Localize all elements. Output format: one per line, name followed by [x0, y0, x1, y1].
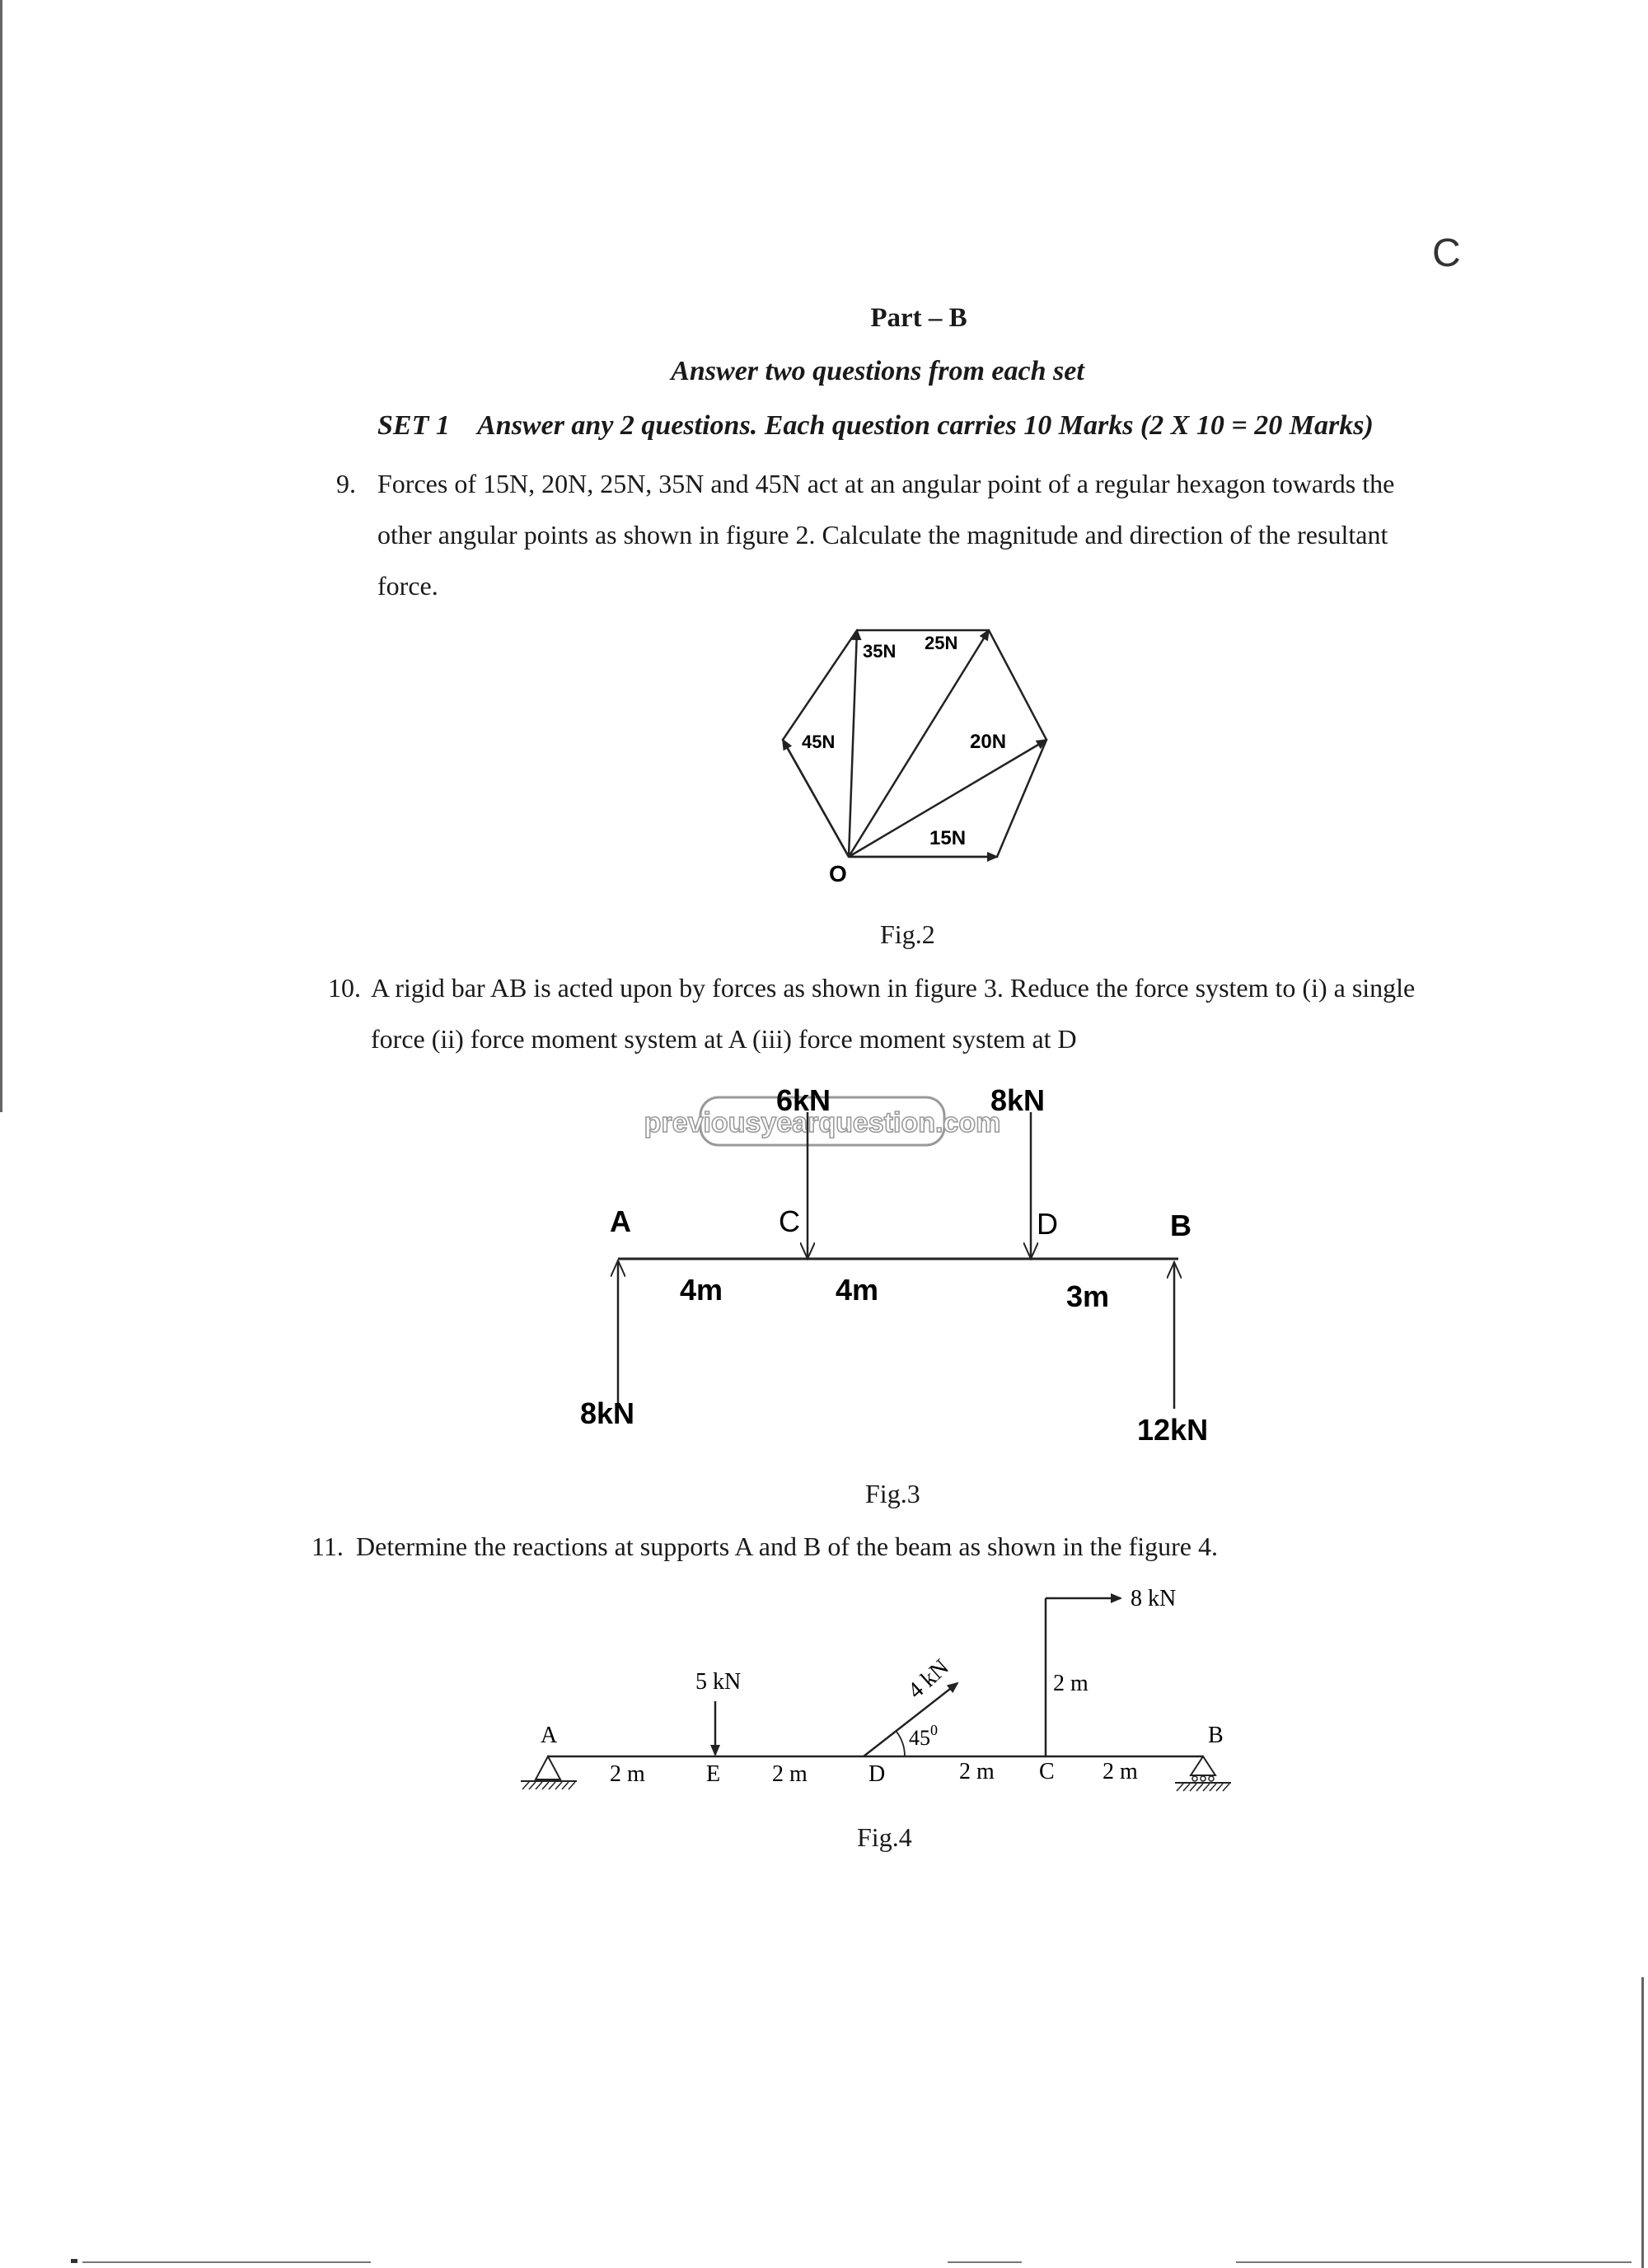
- question-text: Forces of 15N, 20N, 25N, 35N and 45N act at an angular point of a regular hexagon towards the other angular points as shown in figure 2. Calculate the magnitude and direction of the resultant force.: [377, 469, 1395, 601]
- span-ed: 2 m: [772, 1761, 808, 1787]
- figure-4: [511, 1578, 1252, 1808]
- force-arrow-45n: [783, 740, 849, 857]
- load-label-4kn: 4 kN: [902, 1654, 954, 1705]
- load-label-12kn: 12kN: [1137, 1413, 1209, 1447]
- post-height: 2 m: [1053, 1671, 1089, 1696]
- question-text: A rigid bar AB is acted upon by forces as shown in figure 3. Reduce the force system to (i) a single force (ii) force moment system at A (iii) force moment system at D: [371, 973, 1416, 1054]
- load-label-8kn: 8 kN: [1131, 1586, 1177, 1611]
- point-c: C: [779, 1204, 800, 1238]
- span-cb: 2 m: [1103, 1759, 1138, 1784]
- span-dc: 2 m: [959, 1759, 995, 1784]
- figure-4-caption: Fig.4: [857, 1822, 912, 1852]
- question-number: 11.: [311, 1531, 344, 1561]
- scan-bottom-line: [948, 2261, 1022, 2263]
- figure-2: [742, 610, 1088, 890]
- force-label-35n: 35N: [863, 641, 897, 662]
- force-arrow-35n: [849, 630, 857, 857]
- question-text: Determine the reactions at supports A and B of the beam as shown in the figure 4.: [356, 1531, 1218, 1561]
- force-label-15n: 15N: [929, 827, 967, 849]
- load-label-8kn-d: 8kN: [990, 1083, 1046, 1117]
- set-text: Answer any 2 questions. Each question carries 10 Marks (2 X 10 = 20 Marks): [477, 410, 1374, 441]
- question-number: 9.: [336, 469, 356, 498]
- origin-label: O: [829, 861, 847, 886]
- force-arrow-25n: [849, 630, 989, 857]
- scan-edge-line: [0, 0, 2, 1112]
- point-a: A: [610, 1204, 631, 1238]
- figure-3: [560, 1079, 1252, 1458]
- force-label-45n: 45N: [802, 732, 836, 752]
- point-a: A: [541, 1723, 558, 1748]
- figure-2-caption: Fig.2: [880, 919, 935, 949]
- point-d: D: [1037, 1207, 1058, 1241]
- set-label: SET 1: [377, 410, 450, 441]
- scan-bottom-line: [82, 2261, 371, 2263]
- point-b: B: [1208, 1723, 1224, 1748]
- span-ac: 4m: [680, 1273, 723, 1307]
- point-c: C: [1039, 1759, 1055, 1784]
- point-e: E: [706, 1761, 721, 1787]
- question-9: [336, 458, 1432, 611]
- instruction: Answer two questions from each set: [671, 356, 1084, 386]
- point-b: B: [1170, 1209, 1192, 1242]
- part-title: Part – B: [870, 303, 967, 333]
- angle-arc: [897, 1732, 905, 1756]
- question-number: 10.: [328, 973, 361, 1003]
- load-label-5kn: 5 kN: [695, 1669, 742, 1695]
- load-label-8kn-a: 8kN: [580, 1396, 635, 1430]
- question-10: [328, 962, 1440, 1064]
- force-label-25n: 25N: [925, 633, 958, 653]
- scan-bottom-line: [1236, 2261, 1632, 2263]
- span-ae: 2 m: [610, 1761, 645, 1787]
- angle-label: $45^0$: [909, 1722, 938, 1750]
- watermark-text: previousyearquestion.com: [644, 1107, 1001, 1139]
- set-line: [377, 410, 1374, 442]
- question-11: [311, 1521, 1432, 1572]
- figure-3-caption: Fig.3: [865, 1479, 920, 1508]
- span-db: 3m: [1066, 1279, 1110, 1313]
- load-label-6kn: 6kN: [776, 1083, 831, 1117]
- pin-support-a: [521, 1756, 577, 1789]
- scan-edge-line-right: [1641, 1977, 1644, 2268]
- roller-support-b: [1175, 1756, 1231, 1791]
- span-cd: 4m: [836, 1273, 879, 1307]
- scan-speck: [71, 2259, 77, 2263]
- corner-mark: C: [1432, 231, 1461, 275]
- force-label-20n: 20N: [970, 731, 1007, 753]
- point-d: D: [868, 1761, 886, 1787]
